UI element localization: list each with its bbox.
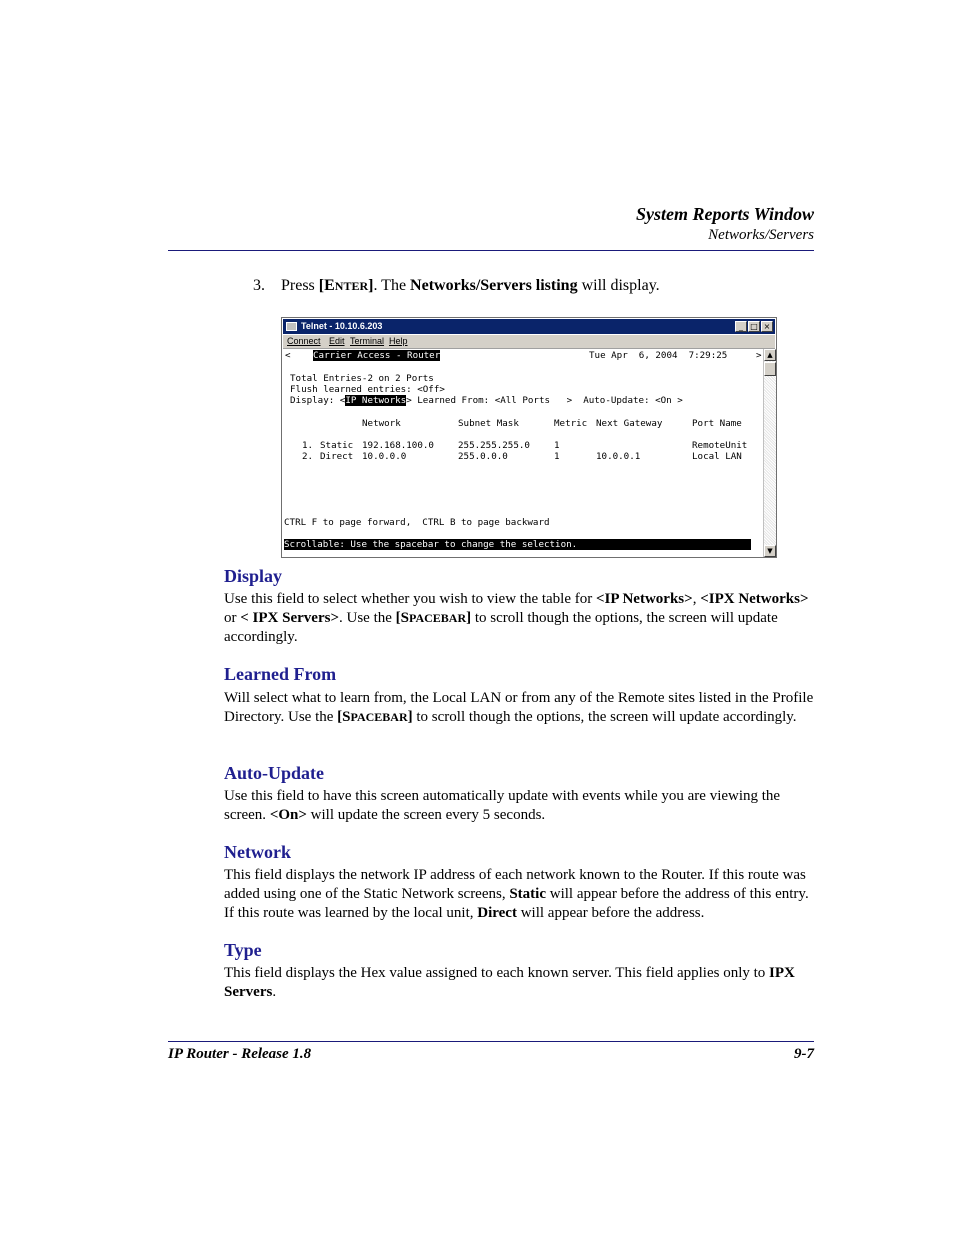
heading-learned-from: Learned From [224, 664, 337, 684]
row-1-type: Static [320, 440, 354, 451]
row-1-metric: 1 [554, 440, 560, 451]
row-2-gateway: 10.0.0.1 [596, 451, 641, 462]
row-1-network: 192.168.100.0 [362, 440, 434, 451]
col-port-name: Port Name [692, 418, 742, 429]
scroll-down-icon[interactable]: ▼ [764, 545, 776, 557]
row-2-type: Direct [320, 451, 354, 462]
scroll-up-icon[interactable]: ▲ [764, 349, 776, 361]
minimize-icon[interactable]: _ [735, 321, 747, 332]
footer-page-number: 9-7 [794, 1046, 814, 1062]
step-press: Press [281, 277, 315, 294]
para-auto-update: Use this field to have this screen automatically update with events while you are viewing the screen. <On> will update the screen every 5 seconds. [224, 788, 781, 823]
display-field-label: Display: <IP Networks> Learned From: <All Ports > Auto-Update: <On > [290, 395, 683, 406]
col-next-gateway: Next Gateway [596, 418, 663, 429]
row-2-index: 2. [302, 451, 314, 462]
para-type: This field displays the Hex value assigned to each known server. This field applies only to IPX Servers. [224, 965, 795, 1000]
step-number: 3. [253, 277, 265, 294]
menu-connect[interactable]: Connect [287, 336, 321, 346]
menu-help[interactable]: Help [389, 336, 408, 346]
step-3: 3. Press [ENTER]. The Networks/Servers listing will display. [253, 277, 660, 294]
row-2-mask: 255.0.0.0 [458, 451, 508, 462]
para-network: This field displays the network IP address of each network known to the Router. If this route was added using one of the Static Network screens, Static will appear before the address of this entry. If this route was learned by the local unit, Direct will appear before the address. [224, 867, 809, 921]
maximize-icon[interactable]: □ [748, 321, 760, 332]
row-1-mask: 255.255.255.0 [458, 440, 530, 451]
menu-edit[interactable]: Edit [329, 336, 345, 346]
col-subnet-mask: Subnet Mask [458, 418, 519, 429]
para-display: Use this field to select whether you wish to view the table for <IP Networks>, <IPX Networks> or < IPX Servers>. Use the [SPACEBAR] to scroll though the options, the screen will update accordingly. [224, 591, 809, 645]
row-2-port: Local LAN [692, 451, 742, 462]
scrollbar-thumb[interactable] [764, 362, 776, 376]
row-1-index: 1. [302, 440, 314, 451]
footer-doc-title: IP Router - Release 1.8 [168, 1046, 312, 1062]
telnet-app-icon [286, 322, 297, 331]
row-2-metric: 1 [554, 451, 560, 462]
para-learned-from: Will select what to learn from, the Local LAN or from any of the Remote sites listed in the Profile Directory. Use the [SPACEBAR] to scroll though the options, the screen will update accordingly. [224, 690, 814, 725]
spacebar-key: [SPACEBAR] [337, 709, 413, 725]
paging-hint: CTRL F to page forward, CTRL B to page backward [284, 517, 550, 528]
heading-type: Type [224, 940, 262, 960]
display-field-value[interactable]: IP Networks [345, 395, 407, 406]
spacebar-key: [SPACEBAR] [395, 610, 472, 626]
running-header-subtitle: Networks/Servers [708, 227, 814, 243]
footer-rule [168, 1041, 814, 1042]
header-rule [168, 250, 814, 251]
row-2-network: 10.0.0.0 [362, 451, 407, 462]
close-icon[interactable]: × [761, 321, 773, 332]
terminal-datetime: Tue Apr 6, 2004 7:29:25 [589, 350, 728, 361]
scroll-left-arrow: < [285, 350, 291, 361]
row-1-port: RemoteUnit [692, 440, 748, 451]
enter-key: [ENTER] [318, 277, 374, 294]
app-name-banner: Carrier Access - Router [313, 350, 441, 361]
terminal-scrollbar[interactable] [763, 349, 776, 557]
telnet-titlebar [283, 319, 775, 334]
col-network: Network [362, 418, 401, 429]
heading-display: Display [224, 566, 283, 586]
heading-auto-update: Auto-Update [224, 763, 325, 783]
flush-learned-entries: Flush learned entries: <Off> [290, 384, 445, 395]
status-line: Scrollable: Use the spacebar to change the selection. [284, 539, 751, 550]
terminal-screen[interactable] [283, 349, 762, 557]
heading-network: Network [224, 842, 291, 862]
menu-terminal[interactable]: Terminal [350, 336, 385, 346]
scroll-right-arrow: > [756, 350, 762, 361]
telnet-title: Telnet - 10.10.6.203 [301, 321, 383, 331]
total-entries: Total Entries-2 on 2 Ports [290, 373, 434, 384]
running-header-title: System Reports Window [635, 204, 814, 224]
telnet-window [281, 317, 777, 558]
col-metric: Metric [554, 418, 588, 429]
telnet-menubar [283, 335, 775, 349]
step-bold-phrase: Networks/Servers listing [410, 277, 578, 294]
